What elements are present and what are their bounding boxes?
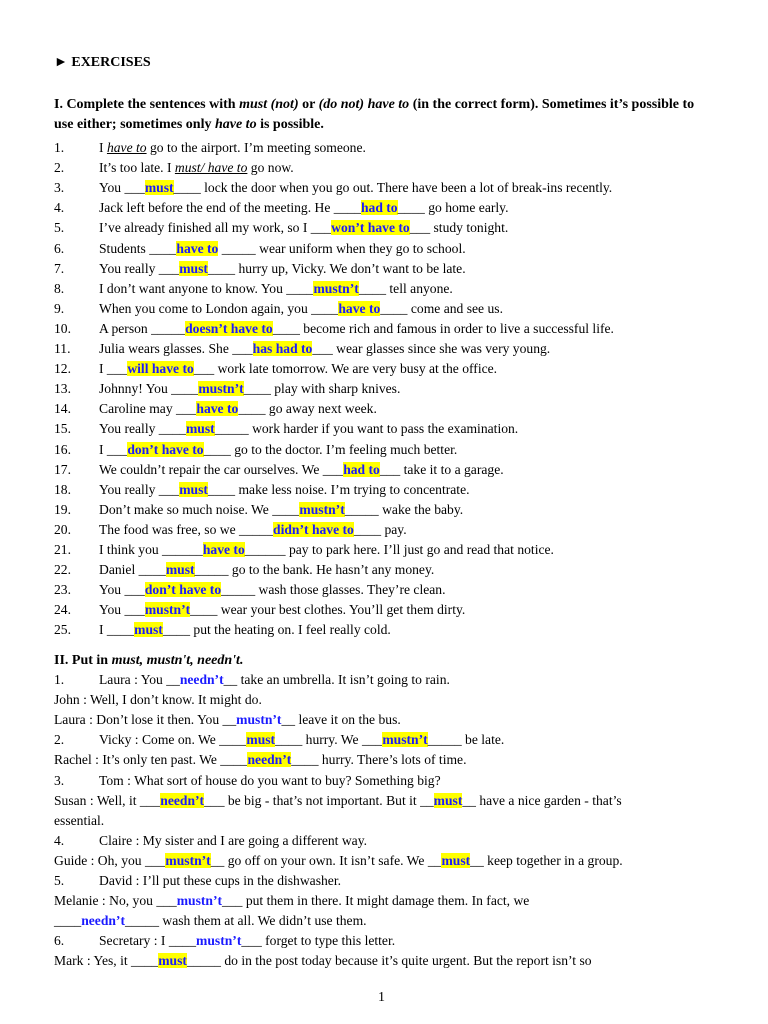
sentence-before: When you come to London again, you ____ — [99, 300, 339, 316]
sentence-before: Caroline may ___ — [99, 401, 197, 417]
item-sentence — [99, 460, 504, 480]
exercise-row — [0, 138, 768, 158]
dialogue-number: 3. — [54, 772, 65, 788]
answer-word: must — [246, 732, 276, 748]
answer-highlight: must — [179, 260, 208, 276]
item-number: 6. — [54, 240, 65, 256]
dialogue-number: 6. — [54, 933, 65, 949]
speaker-name: Susan : — [54, 792, 97, 808]
line-after: _____ be late. — [427, 732, 505, 748]
dialogue-line — [54, 911, 367, 931]
item-sentence — [99, 259, 466, 279]
line-after: _____ wash them at all. We didn’t use them. — [125, 913, 367, 929]
page-number: 1 — [378, 990, 385, 1005]
item-sentence — [99, 299, 503, 319]
sentence-after: ____ play with sharp knives. — [243, 381, 401, 397]
line-after: ___ put them in there. It might damage them. In fact, we — [222, 893, 530, 909]
line-before: I’ll put these cups in the dishwasher. — [142, 873, 342, 888]
answer-highlight: had to — [343, 461, 380, 477]
exercise-row — [0, 460, 768, 480]
sentence-after: _____ wake the baby. — [344, 501, 464, 517]
sentence-before: I don’t want anyone to know. You ____ — [99, 280, 314, 296]
section-2-instruction: II. Put in must, mustn't, needn't. — [54, 653, 244, 668]
item-number: 19. — [54, 501, 71, 517]
speaker-name: Melanie : — [54, 893, 110, 909]
item-sentence — [99, 620, 391, 640]
dialogue-line — [99, 931, 395, 951]
item-sentence — [99, 419, 518, 439]
item-number: 9. — [54, 300, 65, 316]
dialogue-row — [0, 951, 768, 971]
answer-highlight: must — [134, 622, 163, 638]
line-after: __ leave it on the bus. — [281, 712, 401, 728]
sentence-after: go now. — [247, 160, 294, 176]
exercise-row — [0, 399, 768, 419]
line-after: ___ be big - that’s not important. But it __ — [204, 792, 434, 808]
line-before: Yes, it ____ — [93, 953, 159, 969]
answer-word: must — [441, 852, 471, 868]
sentence-after: ___ wear glasses since she was very young. — [312, 341, 551, 356]
sentence-before: I ___ — [99, 361, 128, 377]
sentence-before: Daniel ____ — [99, 562, 166, 578]
sentence-after: ___ study tonight. — [409, 220, 509, 236]
item-number: 12. — [54, 361, 71, 377]
item-number: 13. — [54, 381, 71, 397]
answer-highlight: must — [165, 562, 195, 578]
exercise-row — [0, 319, 768, 339]
line-after: __ go off on your own. It isn’t safe. We __ — [210, 852, 442, 868]
line-before: Oh, you ___ — [97, 852, 166, 868]
item-sentence — [99, 178, 612, 198]
item-number: 1. — [54, 140, 65, 155]
answer-highlight: have to — [338, 300, 381, 316]
speaker-name: Laura : — [99, 672, 141, 687]
exercise-row — [0, 158, 768, 178]
dialogue-row — [0, 791, 768, 811]
exercise-row — [0, 600, 768, 620]
dialogue-row — [0, 710, 768, 730]
answer-word: mustn’t — [196, 933, 242, 949]
sentence-before: I think you ______ — [99, 542, 203, 557]
item-number: 17. — [54, 461, 71, 477]
sentence-after: ____ become rich and famous in order to live a successful life. — [272, 320, 614, 336]
sentence-before: You really ____ — [99, 421, 186, 437]
dialogue-line — [54, 851, 623, 871]
dialogue-number: 2. — [54, 732, 65, 748]
sentence-after: _____ go to the bank. He hasn’t any money. — [194, 562, 435, 578]
answer-word: needn’t — [179, 672, 224, 687]
line-before: My sister and I are going a different way. — [142, 832, 368, 848]
answer-word: needn’t — [160, 792, 205, 808]
answer-highlight: have to — [196, 401, 239, 417]
dialogue-line — [54, 710, 401, 730]
speaker-name: Secretary : — [99, 933, 161, 949]
item-sentence — [99, 540, 554, 560]
speaker-name: Laura : — [54, 712, 97, 728]
exercise-row — [0, 299, 768, 319]
dialogue-line — [54, 750, 466, 770]
sentence-before: You really ___ — [99, 260, 180, 276]
exercise-row — [0, 239, 768, 259]
item-number: 16. — [54, 441, 71, 457]
line-before: You __ — [140, 672, 180, 687]
answer-highlight: won’t have to — [331, 220, 410, 236]
sentence-after: ____ wear your best clothes. You’ll get them dirty. — [190, 602, 466, 618]
speaker-name: Tom : — [99, 772, 135, 788]
answer-highlight: will have to — [127, 361, 194, 377]
speaker-name: Mark : — [54, 953, 94, 969]
answer-underlined: must/ have to — [174, 160, 248, 176]
sentence-after: ___ take it to a garage. — [379, 461, 504, 477]
sentence-after: ____ put the heating on. I feel really cold. — [162, 622, 391, 638]
item-sentence — [99, 198, 508, 218]
exercise-row — [0, 178, 768, 198]
item-sentence — [99, 319, 614, 339]
exercise-row — [0, 198, 768, 218]
item-number: 4. — [54, 200, 65, 216]
line-before: What sort of house do you want to buy? Something big? — [134, 772, 441, 788]
line-before: Well, it ___ — [96, 792, 161, 808]
dialogue-row — [0, 730, 768, 750]
answer-highlight: mustn’t — [198, 381, 244, 397]
sentence-before: We couldn’t repair the car ourselves. We ___ — [99, 461, 344, 477]
exercise-row — [0, 580, 768, 600]
exercise-row — [0, 540, 768, 560]
answer-highlight: have to — [202, 542, 245, 557]
line-before: Don’t lose it then. You __ — [96, 712, 237, 728]
answer-word: mustn’t — [236, 712, 282, 728]
sentence-after: ____ lock the door when you go out. There have been a lot of break-ins recently. — [173, 180, 613, 196]
item-sentence — [99, 138, 366, 158]
dialogue-row — [0, 831, 768, 851]
sentence-before: It’s too late. I — [99, 160, 175, 176]
line-after: __ take an umbrella. It isn’t going to rain. — [223, 672, 450, 687]
item-number: 22. — [54, 562, 71, 578]
sentence-after: ______ pay to park here. I’ll just go and read that notice. — [244, 542, 554, 557]
item-sentence — [99, 580, 446, 600]
dialogue-row — [0, 911, 768, 931]
sentence-before: You ___ — [99, 602, 145, 618]
item-number: 23. — [54, 582, 71, 598]
item-sentence — [99, 480, 470, 500]
exercise-row — [0, 480, 768, 500]
answer-word: mustn’t — [165, 852, 211, 868]
exercise-row — [0, 620, 768, 640]
answer-word: must — [433, 792, 463, 808]
answer-highlight: must — [185, 421, 215, 437]
answer-word: must — [158, 953, 187, 969]
dialogue-row — [0, 670, 768, 690]
exercise-row — [0, 560, 768, 580]
sentence-before: I — [99, 140, 107, 155]
exercise-row — [0, 520, 768, 540]
sentence-after: go to the airport. I’m meeting someone. — [146, 140, 366, 155]
item-number: 3. — [54, 180, 65, 196]
dialogue-row — [0, 750, 768, 770]
item-number: 10. — [54, 320, 71, 336]
answer-highlight: doesn’t have to — [185, 320, 273, 336]
dialogue-row — [0, 871, 768, 891]
dialogue-line — [99, 831, 367, 851]
item-number: 14. — [54, 401, 71, 417]
dialogue-line — [99, 730, 504, 750]
dialogue-number: 4. — [54, 832, 65, 848]
sentence-before: The food was free, so we _____ — [99, 521, 274, 537]
item-sentence — [99, 339, 550, 359]
answer-highlight: didn’t have to — [273, 521, 354, 537]
item-number: 7. — [54, 260, 65, 276]
sentence-after: ____ tell anyone. — [358, 280, 453, 296]
sentence-after: ____ come and see us. — [380, 300, 503, 316]
item-sentence — [99, 239, 466, 259]
dialogue-line — [54, 891, 529, 911]
sentence-before: A person _____ — [99, 320, 186, 336]
answer-highlight: mustn’t — [144, 602, 191, 618]
item-sentence — [99, 158, 294, 178]
line-before: ____ — [54, 913, 82, 929]
item-number: 24. — [54, 602, 71, 618]
answer-highlight: has had to — [252, 341, 313, 356]
sentence-after: _____ work harder if you want to pass the examination. — [214, 421, 519, 437]
item-sentence — [99, 600, 465, 620]
exercise-row — [0, 359, 768, 379]
dialogue-line — [99, 871, 341, 891]
answer-highlight: must — [179, 481, 208, 497]
item-sentence — [99, 440, 457, 460]
line-before: I ____ — [160, 933, 197, 949]
sentence-before: Jack left before the end of the meeting. He ____ — [99, 200, 361, 216]
line-after: _____ do in the post today because it’s quite urgent. But the report isn’t so — [186, 953, 592, 969]
item-number: 11. — [54, 341, 71, 356]
sentence-before: Students ____ — [99, 240, 177, 256]
answer-highlight: must — [144, 180, 174, 196]
item-number: 18. — [54, 481, 71, 497]
exercise-row — [0, 339, 768, 359]
item-sentence — [99, 359, 497, 379]
answer-highlight: mustn’t — [299, 501, 345, 517]
sentence-after: ____ hurry up, Vicky. We don’t want to be late. — [207, 260, 466, 276]
answer-word: needn’t — [247, 752, 292, 768]
line-after: __ have a nice garden - that’s — [462, 792, 622, 808]
line-before: Come on. We ____ — [141, 732, 247, 748]
line-after: __ keep together in a group. — [470, 852, 623, 868]
answer-underlined: have to — [106, 140, 147, 155]
answer-highlight: mustn’t — [313, 280, 359, 296]
exercise-row — [0, 419, 768, 439]
dialogue-row — [0, 690, 768, 710]
answer-highlight: have to — [176, 240, 219, 256]
sentence-after: _____ wash those glasses. They’re clean. — [221, 582, 446, 598]
exercise-row — [0, 218, 768, 238]
exercise-row — [0, 500, 768, 520]
answer-word: mustn’t — [382, 732, 428, 748]
item-sentence — [99, 520, 407, 540]
speaker-name: Claire : — [99, 832, 143, 848]
item-number: 15. — [54, 421, 71, 437]
sentence-after: ____ go to the doctor. I’m feeling much better. — [203, 441, 458, 457]
answer-highlight: had to — [360, 200, 398, 216]
speaker-name: David : — [99, 873, 143, 888]
dialogue-line — [54, 811, 104, 831]
exercise-row — [0, 379, 768, 399]
item-sentence — [99, 560, 434, 580]
item-number: 8. — [54, 280, 65, 296]
dialogue-line — [54, 690, 262, 710]
dialogue-row — [0, 851, 768, 871]
item-number: 25. — [54, 622, 71, 638]
exercise-row — [0, 440, 768, 460]
line-after: ____ hurry. We ___ — [275, 732, 383, 748]
line-after: ____ hurry. There’s lots of time. — [291, 752, 467, 768]
dialogue-line — [99, 670, 450, 690]
sentence-before: Johnny! You ____ — [99, 381, 199, 397]
item-number: 20. — [54, 521, 71, 537]
line-after: ___ forget to type this letter. — [241, 933, 396, 949]
exercise-row — [0, 259, 768, 279]
dialogue-row — [0, 891, 768, 911]
item-sentence — [99, 379, 400, 399]
dialogue-number: 5. — [54, 873, 65, 888]
item-sentence — [99, 279, 453, 299]
sentence-before: Julia wears glasses. She ___ — [99, 341, 253, 356]
sentence-before: You ___ — [99, 180, 145, 196]
exercises-heading: ► EXERCISES — [54, 55, 151, 70]
line-before: No, you ___ — [109, 893, 177, 909]
dialogue-row — [0, 811, 768, 831]
line-before: It’s only ten past. We ____ — [102, 752, 248, 768]
section-1-instruction: I. Complete the sentences with must (not) or (do not) have to (in the correct form). Sometimes it’s possible to use either; sometimes only have to is possible. — [54, 97, 695, 132]
dialogue-row — [0, 931, 768, 951]
dialogue-number: 1. — [54, 672, 65, 687]
sentence-before: I’ve already finished all my work, so I ___ — [99, 220, 332, 236]
sentence-after: ____ go away next week. — [238, 401, 377, 417]
speaker-name: John : — [54, 692, 91, 708]
sentence-after: ____ make less noise. I’m trying to concentrate. — [207, 481, 470, 497]
dialogue-line — [54, 951, 592, 971]
dialogue-row — [0, 771, 768, 791]
sentence-before: I ___ — [99, 441, 128, 457]
item-number: 5. — [54, 220, 65, 236]
answer-word: needn’t — [81, 913, 125, 929]
sentence-after: _____ wear uniform when they go to school. — [218, 240, 466, 256]
item-sentence — [99, 218, 508, 238]
sentence-before: I ____ — [99, 622, 135, 638]
answer-word: mustn’t — [176, 893, 223, 909]
item-sentence — [99, 500, 463, 520]
sentence-before: You really ___ — [99, 481, 180, 497]
exercise-row — [0, 279, 768, 299]
line-before: Well, I don’t know. It might do. — [90, 692, 262, 708]
sentence-after: ____ pay. — [353, 521, 407, 537]
item-number: 21. — [54, 542, 71, 557]
dialogue-line — [99, 771, 441, 791]
sentence-after: ___ work late tomorrow. We are very busy at the office. — [193, 361, 498, 377]
answer-highlight: don’t have to — [144, 582, 222, 598]
dialogue-line — [54, 791, 622, 811]
sentence-after: ____ go home early. — [397, 200, 509, 216]
item-number: 2. — [54, 160, 65, 176]
speaker-name: Guide : — [54, 852, 98, 868]
sentence-before: You ___ — [99, 582, 145, 598]
item-sentence — [99, 399, 377, 419]
answer-highlight: don’t have to — [127, 441, 204, 457]
line-before: essential. — [54, 812, 105, 828]
sentence-before: Don’t make so much noise. We ____ — [99, 501, 300, 517]
speaker-name: Vicky : — [99, 732, 142, 748]
speaker-name: Rachel : — [54, 752, 103, 768]
